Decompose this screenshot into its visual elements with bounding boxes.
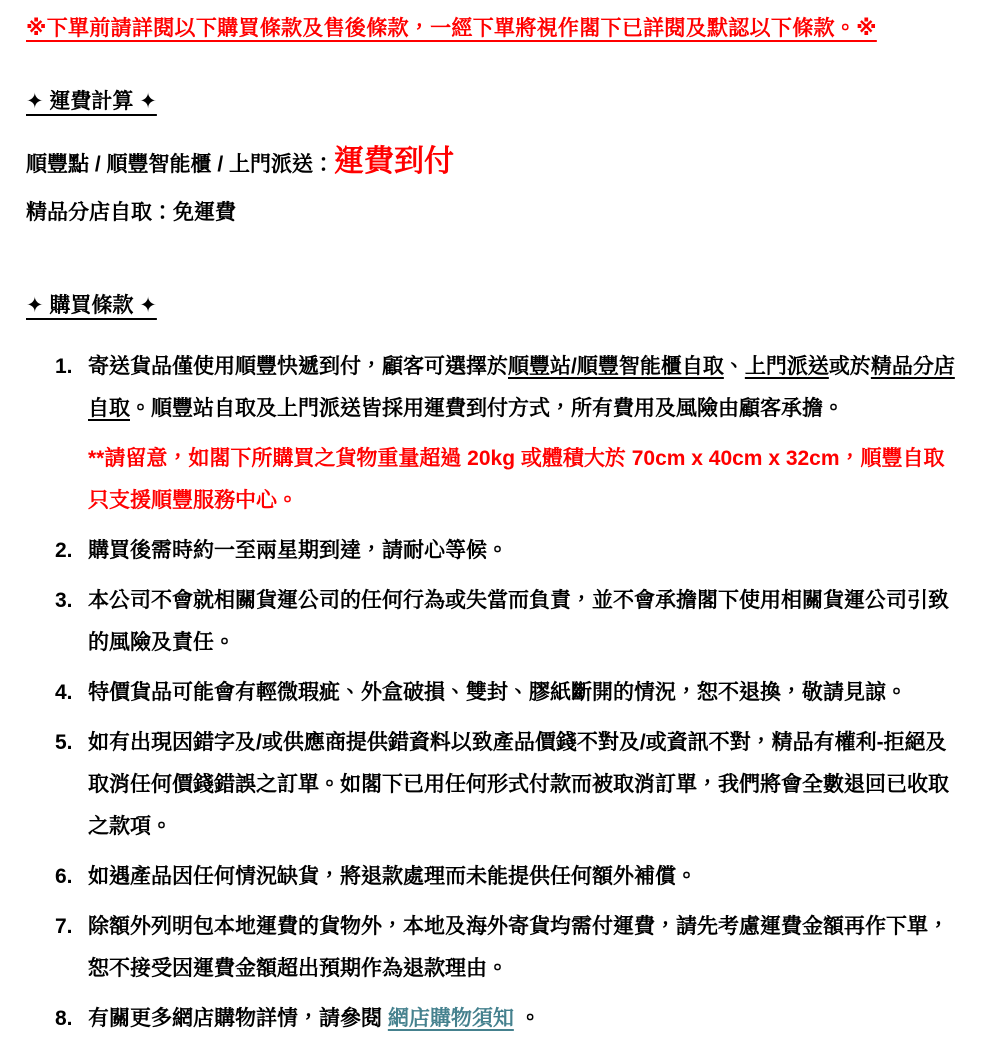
term-text	[88, 998, 963, 1040]
shipping-fee-section	[26, 89, 963, 226]
term-number: 5.	[55, 730, 73, 754]
term-segment: 有關更多網店購物詳情，請參閱	[88, 1006, 388, 1030]
store-pickup-value: 免運費	[173, 201, 236, 225]
term-item-4	[55, 672, 963, 714]
term-segment: 寄送貨品僅使用順豐快遞到付，顧客可選擇於	[88, 354, 508, 378]
term-item-3	[55, 580, 963, 664]
term-number: 1.	[55, 354, 73, 378]
term-segment-underlined: 順豐站/順豐智能櫃自取	[508, 354, 724, 378]
shipping-methods-label: 順豐點 / 順豐智能櫃 / 上門派送：	[26, 153, 335, 177]
term-body	[88, 906, 963, 990]
term-text: 如遇產品因任何情況缺貨，將退款處理而未能提供任何額外補償。	[88, 864, 697, 888]
shipping-methods-line	[26, 136, 963, 187]
term-segment-underlined: 精品分店自取	[88, 354, 955, 420]
term-body	[88, 856, 963, 898]
term-segment: 。	[513, 1006, 541, 1030]
term-body	[88, 672, 963, 714]
freight-collect-value: 運費到付	[334, 145, 455, 179]
top-notice: ※下單前請詳閱以下購買條款及售後條款，一經下單將視作閣下已詳閱及默認以下條款。※	[26, 17, 877, 40]
purchase-terms-heading-row	[26, 293, 963, 340]
term-body	[88, 530, 963, 572]
store-pickup-label: 精品分店自取：	[26, 201, 173, 225]
term-body	[88, 722, 963, 848]
term-item-2	[55, 530, 963, 572]
term-text: 除額外列明包本地運費的貨物外，本地及海外寄貨均需付運費，請先考慮運費金額再作下單，恕不接受因運費金額超出預期作為退款理由。	[88, 914, 949, 980]
term-number: 2.	[55, 538, 73, 562]
term-body	[88, 346, 963, 522]
term-text: 如有出現因錯字及/或供應商提供錯資料以致產品價錢不對及/或資訊不對，精品有權利-拒絕及取消任何價錢錯誤之訂單。如閣下已用任何形式付款而被取消訂單，我們將會全數退回已收取之款項。	[88, 730, 949, 838]
term-body	[88, 998, 963, 1040]
term-segment: 、	[723, 354, 745, 378]
term-body	[88, 580, 963, 664]
purchase-terms-section	[26, 293, 963, 1040]
term-text	[88, 346, 963, 430]
shipping-fee-heading: ✦ 運費計算 ✦	[26, 90, 157, 114]
term-number: 8.	[55, 1006, 73, 1030]
purchase-terms-heading: ✦ 購買條款 ✦	[26, 293, 157, 317]
term-item-7	[55, 906, 963, 990]
term-item-8	[55, 998, 963, 1040]
shipping-fee-heading-row	[26, 89, 963, 136]
term-number: 4.	[55, 680, 73, 704]
store-pickup-line	[26, 200, 963, 226]
term-item-5	[55, 722, 963, 848]
term-number: 7.	[55, 914, 73, 938]
term-item-1	[55, 346, 963, 522]
term-segment-underlined: 上門派送	[744, 354, 829, 378]
term-text: 特價貨品可能會有輕微瑕疵、外盒破損、雙封、膠紙斷開的情況，恕不退換，敬請見諒。	[88, 680, 907, 704]
weight-limit-warning: **請留意，如閣下所購買之貨物重量超過 20kg 或體積大於 70cm x 40cm x 32cm，順豐自取只支援順豐服務中心。	[88, 446, 945, 512]
term-number: 6.	[55, 864, 73, 888]
terms-list	[55, 346, 963, 1040]
term-segment: 或於	[828, 354, 871, 378]
term-text: 本公司不會就相關貨運公司的任何行為或失當而負責，並不會承擔閣下使用相關貨運公司引致的風險及責任。	[88, 588, 949, 654]
term-segment: 。順豐站自取及上門派送皆採用運費到付方式，所有費用及風險由顧客承擔。	[130, 396, 844, 420]
term-text: 購買後需時約一至兩星期到達，請耐心等候。	[88, 538, 508, 562]
term-number: 3.	[55, 588, 73, 612]
store-shopping-guide-link[interactable]: 網店購物須知	[387, 1006, 514, 1030]
term-item-6	[55, 856, 963, 898]
